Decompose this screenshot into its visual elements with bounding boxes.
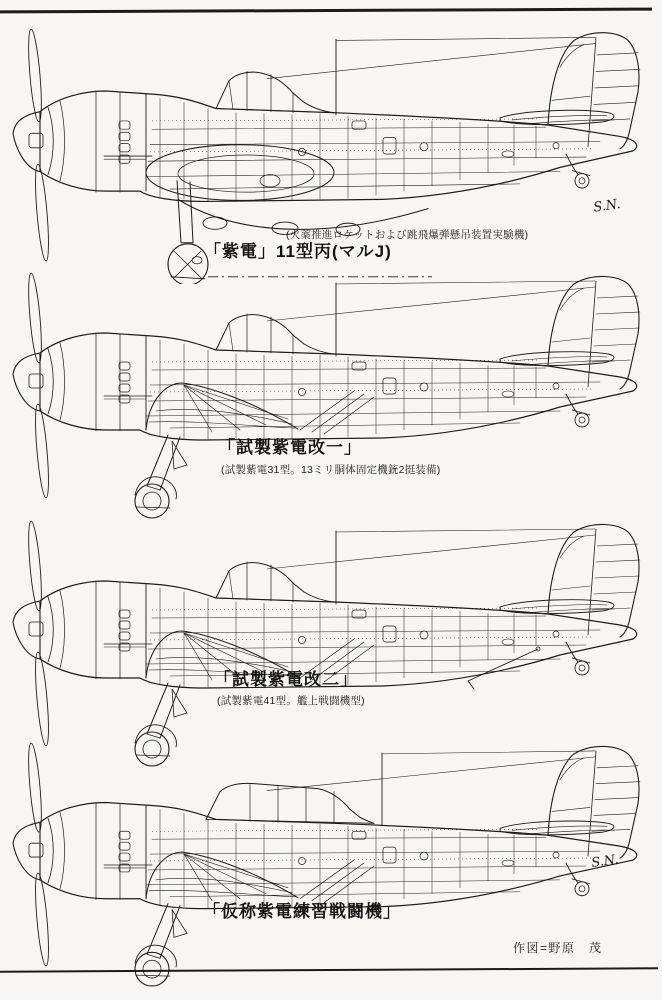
top-rule xyxy=(0,8,652,14)
figure-2-title: 「試製紫電改一」 xyxy=(218,438,362,457)
artist-signature: S.N. xyxy=(592,196,622,216)
figure-3-title: 「試製紫電改二」 xyxy=(214,670,358,689)
aircraft-profile-drawing-2 xyxy=(0,270,662,520)
aircraft-line-drawing xyxy=(0,270,662,520)
aircraft-line-drawing xyxy=(0,518,662,768)
figure-2-note: (試製紫電31型。13ミリ胴体固定機銃2挺装備) xyxy=(221,464,441,476)
figure-3-note: (試製紫電41型。艦上戦闘機型) xyxy=(217,695,365,707)
figure-4-title: 「仮称紫電練習戦闘機」 xyxy=(203,902,401,921)
aircraft-profile-drawing-3 xyxy=(0,518,662,768)
artist-signature: S.N. xyxy=(590,852,620,871)
figure-1-title: 「紫電」11型丙(マルJ) xyxy=(204,242,392,261)
figure-1-note: (火薬推進ロケットおよび跳飛爆弾懸吊装置実験機) xyxy=(286,229,529,241)
artist-credit: 作図=野原 茂 xyxy=(513,941,603,955)
